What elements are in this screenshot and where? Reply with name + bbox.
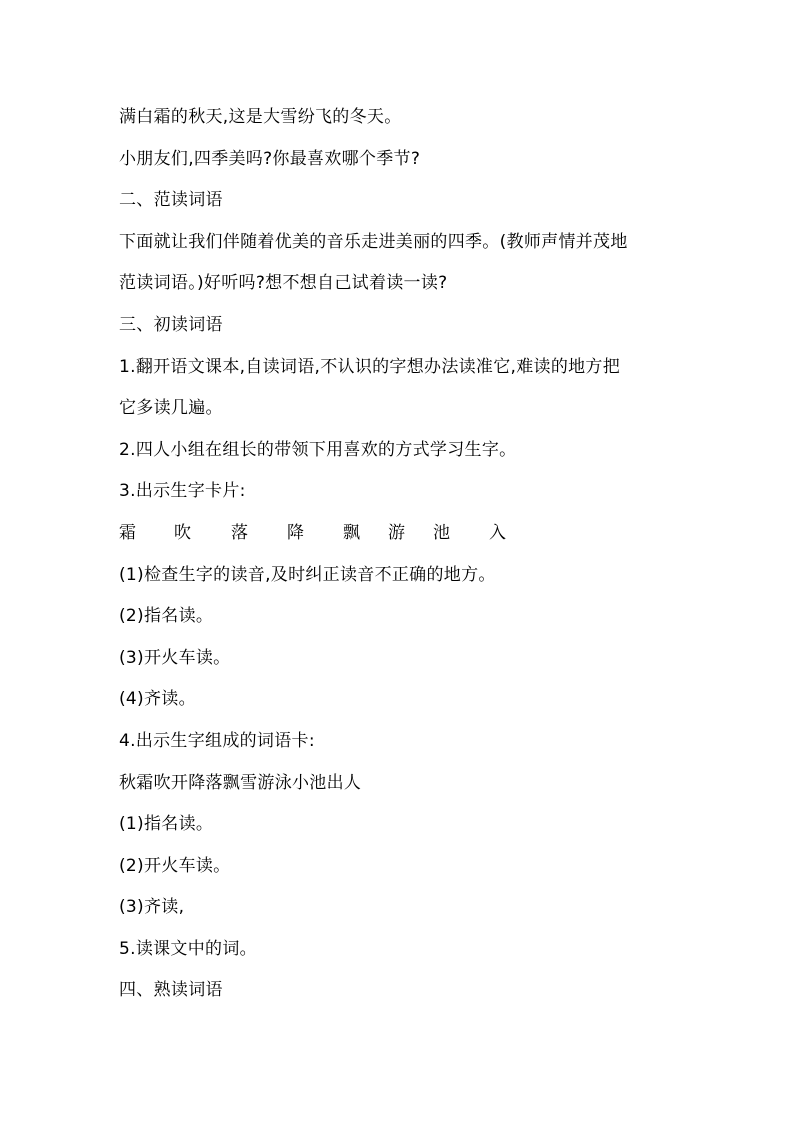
paragraph-line: (1)指名读。 bbox=[119, 814, 214, 835]
paragraph-line: (2)指名读。 bbox=[119, 606, 214, 627]
character-card: 落 bbox=[231, 522, 248, 543]
paragraph-line: 3.出示生字卡片: bbox=[119, 481, 246, 502]
character-card: 入 bbox=[489, 522, 506, 543]
character-card: 吹 bbox=[174, 522, 191, 543]
character-card: 降 bbox=[287, 522, 304, 543]
paragraph-line: 下面就让我们伴随着优美的音乐走进美丽的四季。(教师声情并茂地 bbox=[119, 231, 628, 252]
paragraph-line: (1)检查生字的读音,及时纠正读音不正确的地方。 bbox=[119, 564, 496, 585]
paragraph-line: 它多读几遍。 bbox=[119, 398, 223, 419]
paragraph-line: 4.出示生字组成的词语卡: bbox=[119, 730, 315, 751]
character-card: 飘 bbox=[343, 522, 360, 543]
character-card: 霜 bbox=[119, 522, 136, 543]
paragraph-line: (4)齐读。 bbox=[119, 689, 196, 710]
paragraph-line: 1.翻开语文课本,自读词语,不认识的字想办法读准它,难读的地方把 bbox=[119, 356, 621, 377]
section-heading: 四、熟读词语 bbox=[119, 980, 223, 1001]
section-heading: 三、初读词语 bbox=[119, 314, 223, 335]
character-card: 池 bbox=[433, 522, 450, 543]
paragraph-line: 小朋友们,四季美吗?你最喜欢哪个季节? bbox=[119, 148, 421, 169]
paragraph-line: 满白霜的秋天,这是大雪纷飞的冬天。 bbox=[119, 107, 402, 127]
paragraph-line: 范读词语。)好听吗?想不想自己试着读一读? bbox=[119, 273, 448, 294]
paragraph-line: 5.读课文中的词。 bbox=[119, 938, 257, 959]
paragraph-line: (3)开火车读。 bbox=[119, 647, 231, 668]
paragraph-line: (3)齐读, bbox=[119, 897, 185, 918]
paragraph-line: 2.四人小组在组长的带领下用喜欢的方式学习生字。 bbox=[119, 439, 517, 460]
section-heading: 二、范读词语 bbox=[119, 190, 223, 211]
character-card: 游 bbox=[388, 522, 405, 543]
paragraph-line: (2)开火车读。 bbox=[119, 855, 231, 876]
paragraph-line: 秋霜吹开降落飘雪游泳小池出人 bbox=[119, 772, 362, 793]
document-body bbox=[119, 103, 689, 1018]
character-card-row bbox=[119, 519, 689, 561]
